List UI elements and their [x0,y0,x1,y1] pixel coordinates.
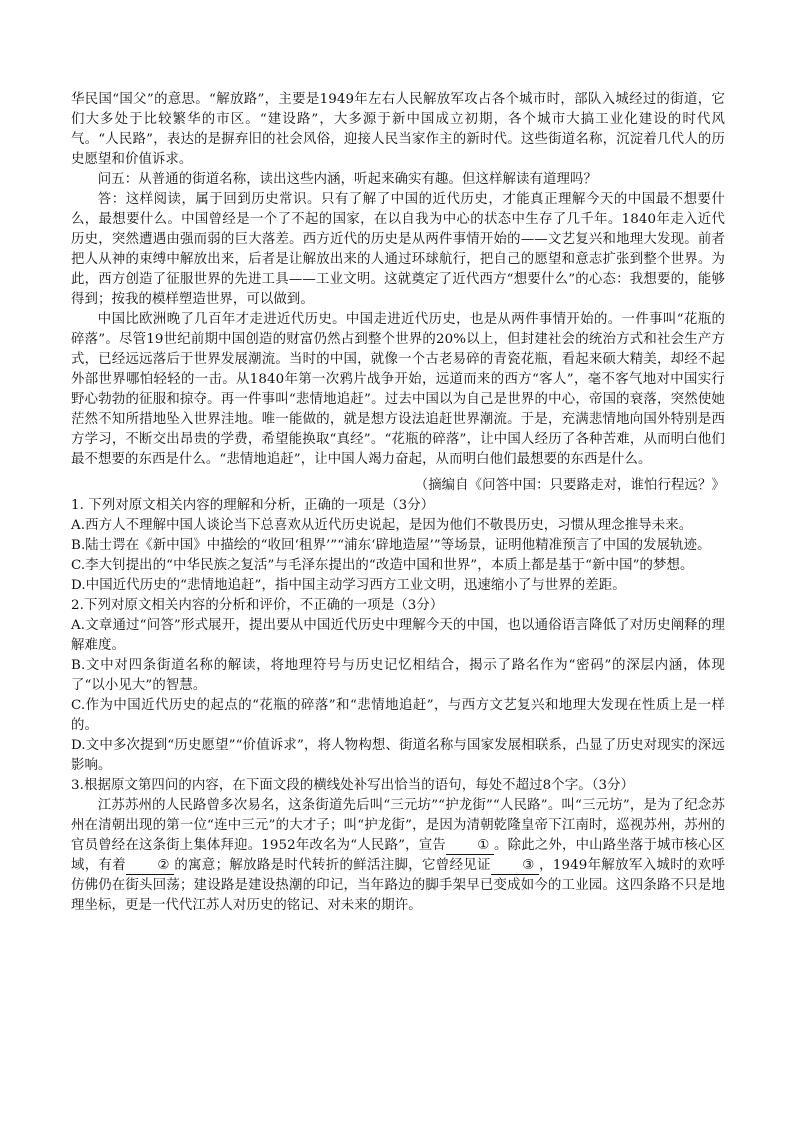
question-3-passage [71,796,725,916]
passage-question-5: 问五：从普通的街道名称，读出这些内涵，听起来确实有趣。但这样解读有道理吗？ [97,172,597,187]
question-1-option-b: B.陆士谔在《新中国》中描绘的“收回‘租界’”“浦东‘辟地造屋’”等场景，证明他精准预言了中国的发展轨迹。 [71,538,711,553]
blank-2: ② [126,858,174,875]
question-3-text-2: 。除此之外，中山路坐落于城市核心区域，有着 [71,838,725,873]
passage-paragraph-4: 中国比欧洲晚了几百年才走进近代历史。中国走进近代历史，也是从两件事情开始的。一件事叫“花瓶的碎落”。尽管19世纪前期中国创造的财富仍然占到整个世界的20%以上，但封建社会的统治方式和社会生产方式，已经远远落后于世界发展潮流。当时的中国，就像一个古老易碎的青瓷花瓶，看起来硕大精美，却经不起外部世界哪怕轻轻的一击。从1840年第一次鸦片战争开始，远道而来的西方“客人”，毫不客气地对中国实行野心勃勃的征服和掠夺。再一件事叫“悲情地追赶”。过去中国以为自己是世界的中心，帝国的衰落，突然使她茫然不知所措地坠入世界洼地。唯一能做的，就是想方设法追赶世界潮流。于是，充满悲情地向国外特别是西方学习，不断交出昂贵的学费，希望能换取“真经”。“花瓶的碎落”，让中国人经历了各种苦难，从而明白他们最不想要的东西是什么。“悲情地追赶”，让中国人竭力奋起，从而明白他们最想要的东西是什么。 [71,312,725,467]
question-2-option-d: D.文中多次提到“历史愿望”“价值诉求”，将人物构想、街道名称与国家发展相联系，凸显了历史对现实的深远影响。 [71,738,725,773]
question-3-text-3: 的寓意；解放路是时代转折的鲜活注脚，它曾经见证 [174,858,491,873]
blank-1: ① [446,838,494,855]
document-page [71,90,725,916]
question-1-option-a: A.西方人不理解中国人谈论当下总喜欢从近代历史说起，是因为他们不敬畏历史，习惯从理念推导未来。 [71,518,693,533]
passage-paragraph-1: 华民国“国父”的意思。“解放路”，主要是1949年左右人民解放军攻占各个城市时，部队入城经过的街道，它们大多处于比较繁华的市区。“建设路”，大多源于新中国成立初期，各个城市大搞工业化建设的时代风气。“人民路”，表达的是摒弃旧的社会风俗，迎接人民当家作主的新时代。这些街道名称，沉淀着几代人的历史愿望和价值诉求。 [71,92,725,167]
question-1-option-d: D.中国近代历史的“悲情地追赶”，指中国主动学习西方工业文明，迅速缩小了与世界的差距。 [71,578,626,593]
question-3-stem: 3.根据原文第四问的内容，在下面文段的横线处补写出恰当的语句，每处不超过8个字。（3分） [71,778,635,793]
blank-3: ③ [491,858,539,875]
passage-answer-paragraph: 答：这样阅读，属于回到历史常识。只有了解了中国的近代历史，才能真正理解今天的中国最不想要什么，最想要什么。中国曾经是一个了不起的国家，在以自我为中心的状态中生存了几千年。1840年走入近代历史，突然遭遇由强而弱的巨大落差。西方近代的历史是从两件事情开始的——文艺复兴和地理大发现。前者把人从神的束缚中解放出来，后者是让解放出来的人通过环球航行，把自己的愿望和意志扩张到整个世界。为此，西方创造了征服世界的先进工具——工业文明。这就奠定了近代西方“想要什么”的心态：我想要的，能够得到；按我的模样塑造世界，可以做到。 [71,192,725,307]
passage-source: （摘编自《问答中国：只要路走对，谁怕行程远？》 [414,478,725,493]
question-2-stem: 2.下列对原文相关内容的分析和评价，不正确的一项是（3分） [71,598,444,613]
question-3-text-4: ，1949年解放军入城时的欢呼仿佛仍在街头回荡；建设路是建设热潮的印记，当年路边的脚手架早已变成如今的工业园。这四条路不只是地理坐标，更是一代代江苏人对历史的铭记、对未来的期许。 [71,858,726,913]
question-1-stem: 1. 下列对原文相关内容的理解和分析，正确的一项是（3分） [71,498,435,513]
question-3-text-1: 江苏苏州的人民路曾多次易名，这条街道先后叫“三元坊”“护龙街”“人民路”。叫“三元坊”，是为了纪念苏州在清朝出现的第一位“连中三元”的大才子；叫“护龙街”，是因为清朝乾隆皇帝下江南时，巡视苏州，苏州的官员曾经在这条街上集体拜迎。1952年改名为“人民路”，宣告 [71,798,725,853]
question-2-option-a: A.文章通过“问答”形式展开，提出要从中国近代历史中理解今天的中国，也以通俗语言降低了对历史阐释的理解难度。 [71,618,725,653]
question-1-option-c: C.李大钊提出的“中华民族之复活”与毛泽东提出的“改造中国和世界”，本质上都是基于“新中国”的梦想。 [71,558,694,573]
question-2-option-b: B.文中对四条街道名称的解读，将地理符号与历史记忆相结合，揭示了路名作为“密码”的深层内涵，体现了“以小见大”的智慧。 [71,658,725,693]
question-2-option-c: C.作为中国近代历史的起点的“花瓶的碎落”和“悲情地追赶”，与西方文艺复兴和地理大发现在性质上是一样的。 [71,698,725,733]
